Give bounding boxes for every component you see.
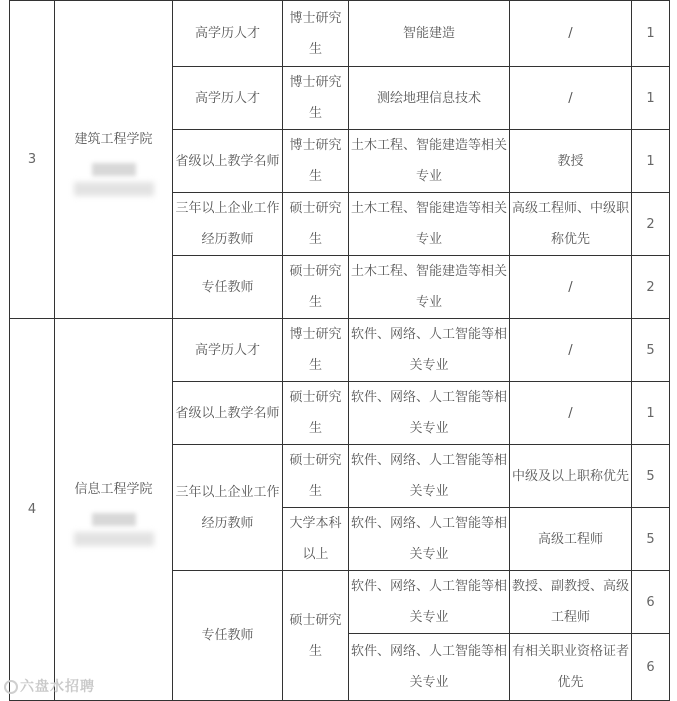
education-cell: 博士研究生 [283, 67, 349, 130]
major-cell: 土木工程、智能建造等相关专业 [349, 193, 510, 256]
count-cell: 1 [632, 67, 670, 130]
major-cell: 土木工程、智能建造等相关专业 [349, 256, 510, 319]
requirement-cell: 教授 [510, 130, 632, 193]
major-cell: 软件、网络、人工智能等相关专业 [349, 508, 510, 571]
requirement-cell: / [510, 382, 632, 445]
major-cell: 软件、网络、人工智能等相关专业 [349, 445, 510, 508]
education-cell: 硕士研究生 [283, 193, 349, 256]
education-cell: 硕士研究生 [283, 445, 349, 508]
education-cell: 博士研究生 [283, 319, 349, 382]
count-cell: 2 [632, 256, 670, 319]
watermark [4, 676, 95, 696]
college-cell [55, 1, 173, 319]
requirement-cell: 有相关职业资格证者优先 [510, 634, 632, 701]
redacted-text [92, 513, 136, 526]
watermark-text: 六盘水招聘 [20, 679, 95, 695]
count-cell: 6 [632, 634, 670, 701]
position-cell: 高学历人才 [173, 1, 283, 67]
major-cell: 测绘地理信息技术 [349, 67, 510, 130]
requirement-cell: / [510, 256, 632, 319]
count-cell: 2 [632, 193, 670, 256]
table-row [10, 319, 670, 382]
requirement-cell: 教授、副教授、高级工程师 [510, 571, 632, 634]
major-cell: 土木工程、智能建造等相关专业 [349, 130, 510, 193]
requirement-cell: 高级工程师、中级职称优先 [510, 193, 632, 256]
requirement-cell: 中级及以上职称优先 [510, 445, 632, 508]
row-number: 4 [10, 319, 55, 701]
redacted-text [74, 532, 154, 546]
redacted-text [92, 163, 136, 176]
major-cell: 软件、网络、人工智能等相关专业 [349, 382, 510, 445]
position-cell: 省级以上教学名师 [173, 130, 283, 193]
requirement-cell: / [510, 67, 632, 130]
count-cell: 5 [632, 319, 670, 382]
count-cell: 5 [632, 445, 670, 508]
education-cell: 硕士研究生 [283, 382, 349, 445]
count-cell: 5 [632, 508, 670, 571]
requirement-cell: / [510, 1, 632, 67]
position-cell: 省级以上教学名师 [173, 382, 283, 445]
count-cell: 1 [632, 130, 670, 193]
college-cell [55, 319, 173, 701]
major-cell: 智能建造 [349, 1, 510, 67]
position-cell: 高学历人才 [173, 67, 283, 130]
redacted-text [74, 182, 154, 196]
position-cell: 专任教师 [173, 571, 283, 701]
position-cell: 三年以上企业工作经历教师 [173, 445, 283, 571]
position-cell: 专任教师 [173, 256, 283, 319]
position-cell: 高学历人才 [173, 319, 283, 382]
requirement-cell: / [510, 319, 632, 382]
table-row [10, 1, 670, 67]
requirement-cell: 高级工程师 [510, 508, 632, 571]
education-cell: 硕士研究生 [283, 571, 349, 701]
recruitment-table [9, 0, 670, 701]
count-cell: 1 [632, 382, 670, 445]
row-number: 3 [10, 1, 55, 319]
college-name: 信息工程学院 [74, 481, 153, 497]
count-cell: 6 [632, 571, 670, 634]
major-cell: 软件、网络、人工智能等相关专业 [349, 634, 510, 701]
count-cell: 1 [632, 1, 670, 67]
major-cell: 软件、网络、人工智能等相关专业 [349, 571, 510, 634]
position-cell: 三年以上企业工作经历教师 [173, 193, 283, 256]
education-cell: 博士研究生 [283, 1, 349, 67]
watermark-logo-icon [4, 680, 18, 694]
education-cell: 大学本科以上 [283, 508, 349, 571]
education-cell: 硕士研究生 [283, 256, 349, 319]
college-name: 建筑工程学院 [74, 131, 153, 147]
major-cell: 软件、网络、人工智能等相关专业 [349, 319, 510, 382]
education-cell: 博士研究生 [283, 130, 349, 193]
